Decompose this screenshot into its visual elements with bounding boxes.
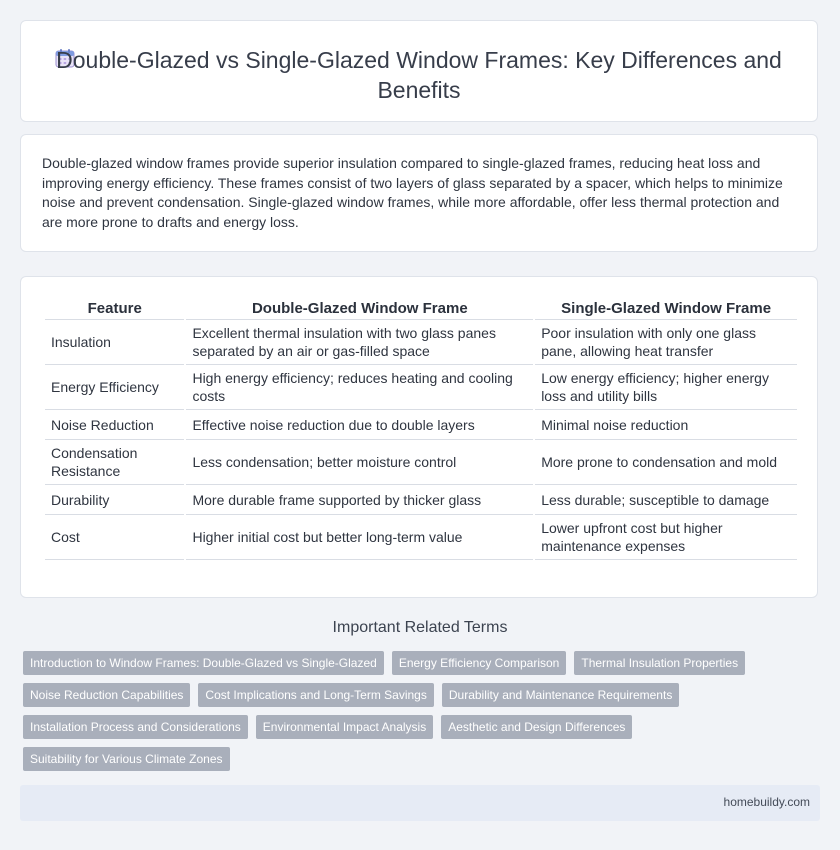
header-double-glazed: Double-Glazed Window Frame — [186, 295, 533, 320]
intro-card — [20, 134, 818, 252]
tag-row — [23, 651, 803, 675]
table-row — [45, 515, 797, 560]
double-glazed-cell: Effective noise reduction due to double layers — [186, 410, 533, 440]
single-glazed-cell: Minimal noise reduction — [535, 410, 797, 440]
single-glazed-cell: Low energy efficiency; higher energy loss and utility bills — [535, 365, 797, 410]
tag-introduction[interactable]: Introduction to Window Frames: Double-Glazed vs Single-Glazed — [23, 651, 384, 675]
double-glazed-cell: High energy efficiency; reduces heating and cooling costs — [186, 365, 533, 410]
tag-row — [23, 683, 803, 707]
double-glazed-cell: Excellent thermal insulation with two glass panes separated by an air or gas-filled space — [186, 320, 533, 365]
page-title: Double-Glazed vs Single-Glazed Window Frames: Key Differences and Benefits — [56, 47, 782, 103]
tag-installation[interactable]: Installation Process and Considerations — [23, 715, 248, 739]
tag-durability[interactable]: Durability and Maintenance Requirements — [442, 683, 679, 707]
tag-climate-zones[interactable]: Suitability for Various Climate Zones — [23, 747, 230, 771]
tag-row — [23, 747, 803, 771]
double-glazed-cell: Less condensation; better moisture control — [186, 440, 533, 485]
tag-energy-efficiency[interactable]: Energy Efficiency Comparison — [392, 651, 567, 675]
tag-cost-implications[interactable]: Cost Implications and Long-Term Savings — [198, 683, 433, 707]
tag-row — [23, 715, 803, 739]
related-terms-tags — [23, 651, 803, 779]
header-feature: Feature — [45, 295, 184, 320]
single-glazed-cell: Poor insulation with only one glass pane, allowing heat transfer — [535, 320, 797, 365]
related-terms-heading: Important Related Terms — [332, 619, 508, 636]
footer-site-link[interactable]: homebuildy.com — [723, 795, 810, 809]
single-glazed-cell: Less durable; susceptible to damage — [535, 485, 797, 515]
double-glazed-cell: More durable frame supported by thicker glass — [186, 485, 533, 515]
title-card — [20, 20, 818, 122]
double-glazed-cell: Higher initial cost but better long-term value — [186, 515, 533, 560]
tag-environmental-impact[interactable]: Environmental Impact Analysis — [256, 715, 433, 739]
tag-aesthetic-design[interactable]: Aesthetic and Design Differences — [441, 715, 632, 739]
table-row — [45, 365, 797, 410]
single-glazed-cell: Lower upfront cost but higher maintenance expenses — [535, 515, 797, 560]
table-row — [45, 485, 797, 515]
tag-thermal-insulation[interactable]: Thermal Insulation Properties — [574, 651, 745, 675]
single-glazed-cell: More prone to condensation and mold — [535, 440, 797, 485]
tag-noise-reduction[interactable]: Noise Reduction Capabilities — [23, 683, 190, 707]
table-row — [45, 440, 797, 485]
feature-cell: Durability — [45, 485, 184, 515]
feature-cell: Insulation — [45, 320, 184, 365]
intro-paragraph: Double-glazed window frames provide superior insulation compared to single-glazed frames, reducing heat loss and improving energy efficiency. These frames consist of two layers of glass separated by a spacer, which helps to minimize noise and prevent condensation. Single-glazed window frames, while more affordable, offer less thermal protection and are more prone to drafts and energy loss. — [42, 155, 783, 230]
feature-cell: Noise Reduction — [45, 410, 184, 440]
comparison-card — [20, 276, 818, 598]
feature-cell: Condensation Resistance — [45, 440, 184, 485]
table-row — [45, 320, 797, 365]
table-row — [45, 410, 797, 440]
header-single-glazed: Single-Glazed Window Frame — [535, 295, 797, 320]
comparison-table — [43, 295, 799, 560]
feature-cell: Energy Efficiency — [45, 365, 184, 410]
table-header-row — [45, 295, 797, 320]
footer — [20, 785, 820, 821]
feature-cell: Cost — [45, 515, 184, 560]
